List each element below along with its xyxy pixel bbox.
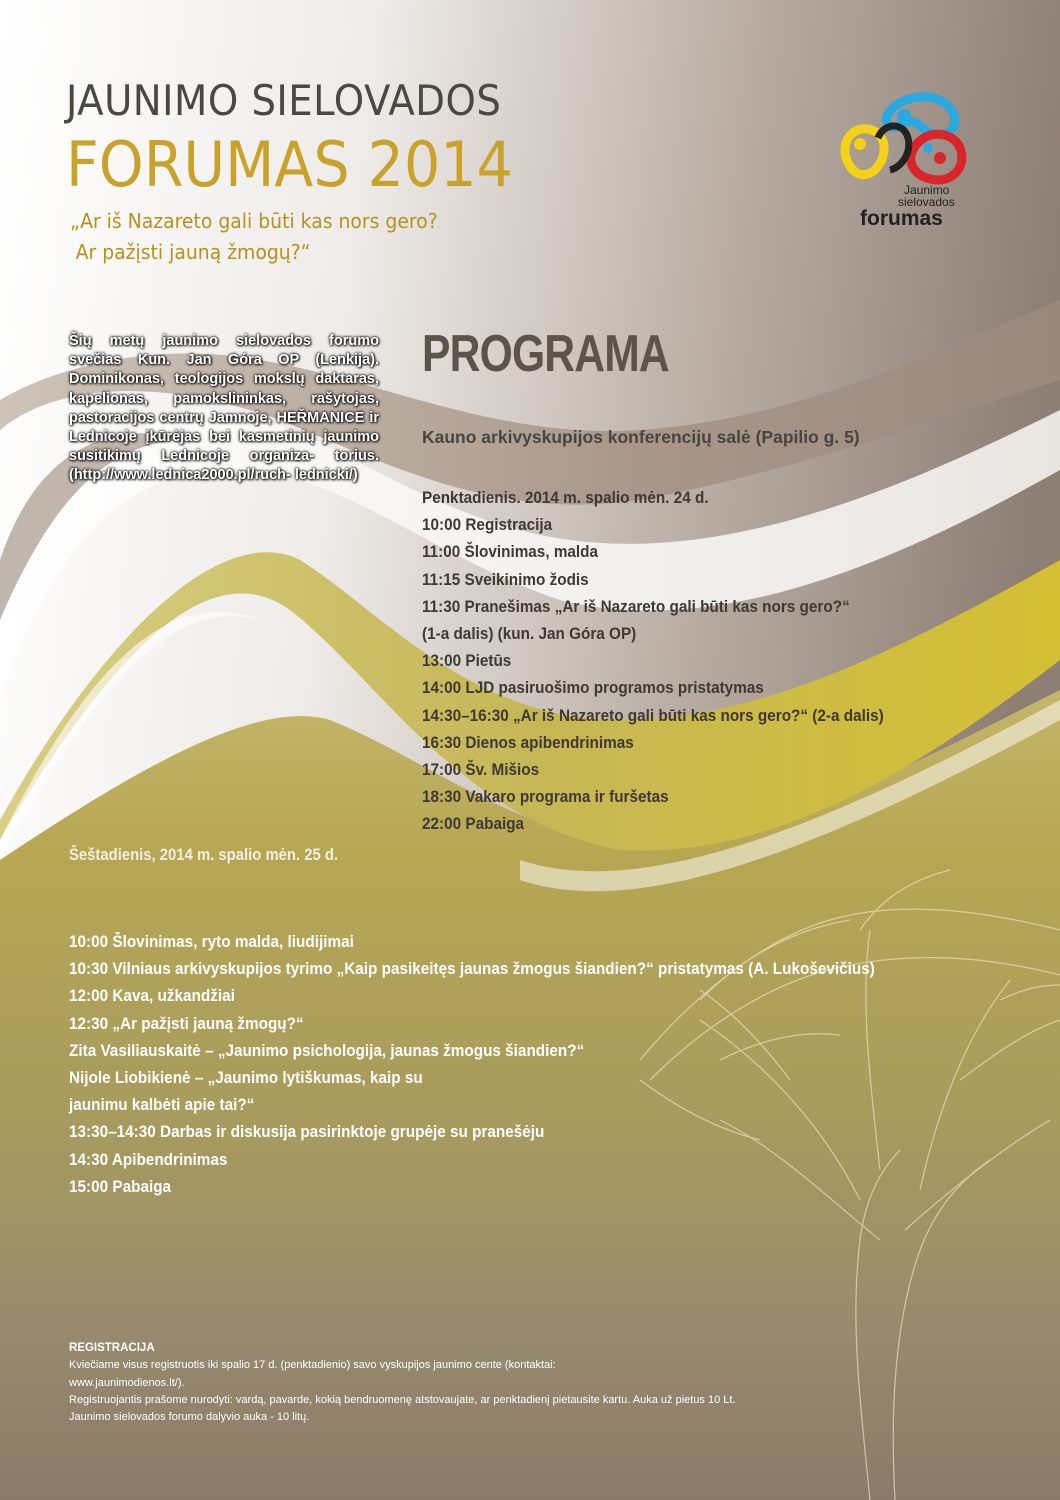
subtitle [70, 206, 438, 268]
schedule-item: Nijole Liobikienė – „Jaunimo lytiškumas, kaip su [69, 1068, 423, 1088]
schedule-item: 10:30 Vilniaus arkivyskupijos tyrimo „Kaip pasikeitęs jaunas žmogus šiandien?“ pristatymas (A. Lukoševičius) [69, 959, 875, 979]
schedule-item: 12:30 „Ar pažįsti jauną žmogų?“ [69, 1013, 304, 1033]
schedule-item: jaunimu kalbėti apie tai?“ [69, 1095, 255, 1115]
schedule-item: 15:00 Pabaiga [69, 1176, 172, 1196]
registration-line: Jaunimo sielovados forumo dalyvio auka - 10 litų. [69, 1411, 310, 1424]
schedule-item: 14:30–16:30 „Ar iš Nazareto gali būti kas nors gero?“ (2-a dalis) [422, 705, 884, 725]
title-line-1: JAUNIMO SIELOVADOS [66, 76, 502, 125]
schedule-item: 11:30 Pranešimas „Ar iš Nazareto gali būti kas nors gero?“ [422, 596, 850, 616]
schedule-item: 11:00 Šlovinimas, malda [422, 542, 599, 562]
registration-line: Registruojantis prašome nurodyti: vardą, pavarde, kokią bendruomenę atstovaujate, ar penktadienį pietausite kartu. Auka už pietus 10 Lt. [69, 1393, 736, 1406]
logo-text-line-1: Jaunimo [904, 183, 950, 197]
schedule-item: 12:00 Kava, užkandžiai [69, 986, 235, 1006]
schedule-item: 10:00 Registracija [422, 515, 553, 535]
day2-title: Šeštadienis, 2014 m. spalio mėn. 25 d. [69, 846, 339, 864]
title-line-2: FORUMAS 2014 [66, 128, 513, 201]
schedule-item: 14:00 LJD pasiruošimo programos pristatymas [422, 678, 764, 698]
day2-schedule [69, 928, 875, 1200]
guest-info-text: Šių metų jaunimo sielovados forumo svečias Kun. Jan Góra OP (Lenkija). Dominikonas, teologijos mokslų daktaras, kapelionas, pamokslininkas, rašytojas, pastoracijos centrų Jamnoje, HEŘMANICE ir Lednicoje įkūrėjas bei kasmetinių jaunimo susitikimų Lednicoje organiza- torius. (http://www.lednica2000.pl/ruch- lednicki/) [69, 333, 379, 484]
logo-text-line-2: sielovados [898, 195, 955, 209]
schedule-item: (1-a dalis) (kun. Jan Góra OP) [422, 624, 637, 644]
forum-logo-icon [838, 88, 972, 228]
registration-line: Kviečiame visus registruotis iki spalio 17 d. (penktadienio) savo vyskupijos jaunimo cente (kontaktai: [69, 1359, 556, 1372]
schedule-item: 14:30 Apibendrinimas [69, 1149, 228, 1169]
registration-title: REGISTRACIJA [69, 1342, 155, 1354]
schedule-item: 16:30 Dienos apibendrinimas [422, 732, 634, 752]
schedule-item: 13:00 Pietūs [422, 651, 512, 671]
subtitle-line-1: „Ar iš Nazareto gali būti kas nors gero? [70, 209, 438, 233]
schedule-item: 10:00 Šlovinimas, ryto malda, liudijimai [69, 932, 354, 951]
program-heading: PROGRAMA [422, 325, 669, 383]
schedule-item: 11:15 Sveikinimo žodis [422, 569, 589, 589]
schedule-item: 22:00 Pabaiga [422, 814, 525, 834]
subtitle-line-2: Ar pažįsti jauną žmogų?“ [75, 240, 311, 264]
logo-text-line-3: forumas [860, 207, 943, 228]
schedule-item: 18:30 Vakaro programa ir furšetas [422, 787, 669, 807]
registration-line: www.jaunimodienos.lt/). [69, 1376, 185, 1389]
day1-schedule [422, 484, 884, 838]
program-venue: Kauno arkivyskupijos konferencijų salė (Papilio g. 5) [422, 427, 860, 447]
schedule-item: 13:30–14:30 Darbas ir diskusija pasirinktoje grupėje su pranešėju [69, 1122, 545, 1142]
schedule-item: Zita Vasiliauskaitė – „Jaunimo psichologija, jaunas žmogus šiandien?“ [69, 1040, 585, 1060]
day1-title: Penktadienis. 2014 m. spalio mėn. 24 d. [422, 488, 709, 507]
schedule-item: 17:00 Šv. Mišios [422, 760, 540, 780]
registration-section [69, 1340, 736, 1426]
